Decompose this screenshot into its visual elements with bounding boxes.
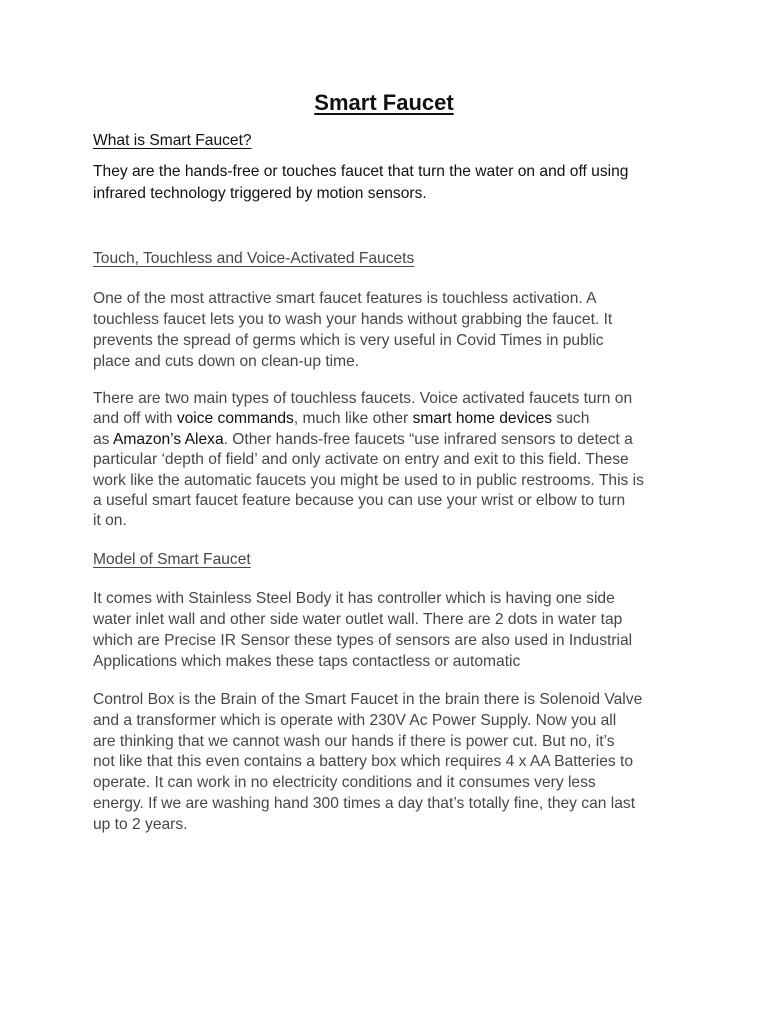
text-line: particular ‘depth of field’ and only activate on entry and exit to this field. These [93,451,629,469]
text-segment: as [93,430,113,448]
text-line: which are Precise IR Sensor these types of sensors are also used in Industrial [93,632,633,649]
touchless-paragraph-2 [93,389,644,532]
text-line: Control Box is the Brain of the Smart Faucet in the brain there is Solenoid Valve [93,691,643,708]
text-line: energy. If we are washing hand 300 times a day that’s totally fine, they can last [93,794,636,812]
section-heading-model: Model of Smart Faucet [93,551,251,568]
text-line: not like that this even contains a battery box which requires 4 x AA Batteries to [93,753,634,771]
text-line: work like the automatic faucets you might be used to in public restrooms. This is [93,471,644,489]
text-line [93,409,644,429]
link-voice-commands[interactable]: voice commands [176,410,294,428]
text-segment: and off with [93,410,177,428]
text-line: a useful smart faucet feature because you can use your wrist or elbow to turn [93,492,626,510]
text-line: and a transformer which is operate with 230V Ac Power Supply. Now you all [93,711,617,729]
text-line: operate. It can work in no electricity conditions and it consumes very less [93,774,596,792]
page-title: Smart Faucet [314,90,454,115]
text-line: place and cuts down on clean-up time. [93,353,360,370]
model-paragraph-2 [93,690,642,836]
text-line [93,430,644,450]
link-amazons-alexa[interactable]: Amazon’s Alexa [112,430,224,448]
text-segment: , much like other [293,410,413,428]
text-line: Applications which makes these taps contactless or automatic [93,653,521,670]
touchless-paragraph-1 [93,288,612,372]
text-line: It comes with Stainless Steel Body it has controller which is having one side [93,590,615,607]
section-heading-touchless: Touch, Touchless and Voice-Activated Faucets [93,250,415,267]
text-line: One of the most attractive smart faucet features is touchless activation. A [93,290,597,307]
text-line: up to 2 years. [93,815,188,833]
text-line: prevents the spread of germs which is very useful in Covid Times in public [93,332,604,349]
text-line: are thinking that we cannot wash our hands if there is power cut. But no, it’s [93,732,615,750]
text-line: it on. [93,512,127,530]
text-line: touchless faucet lets you to wash your hands without grabbing the faucet. It [93,311,613,328]
text-line: There are two main types of touchless faucets. Voice activated faucets turn on [93,390,633,407]
text-line: They are the hands-free or touches faucet that turn the water on and off using [93,163,629,180]
link-smart-home-devices[interactable]: smart home devices [412,410,553,428]
text-segment: . Other hands-free faucets “use infrared sensors to detect a [223,430,633,448]
model-paragraph-1 [93,588,632,672]
text-line: water inlet wall and other side water outlet wall. There are 2 dots in water tap [93,611,623,628]
section-heading-what-is: What is Smart Faucet? [93,132,252,149]
intro-paragraph [93,161,628,205]
text-segment: such [552,410,590,428]
text-line: infrared technology triggered by motion sensors. [93,185,427,202]
